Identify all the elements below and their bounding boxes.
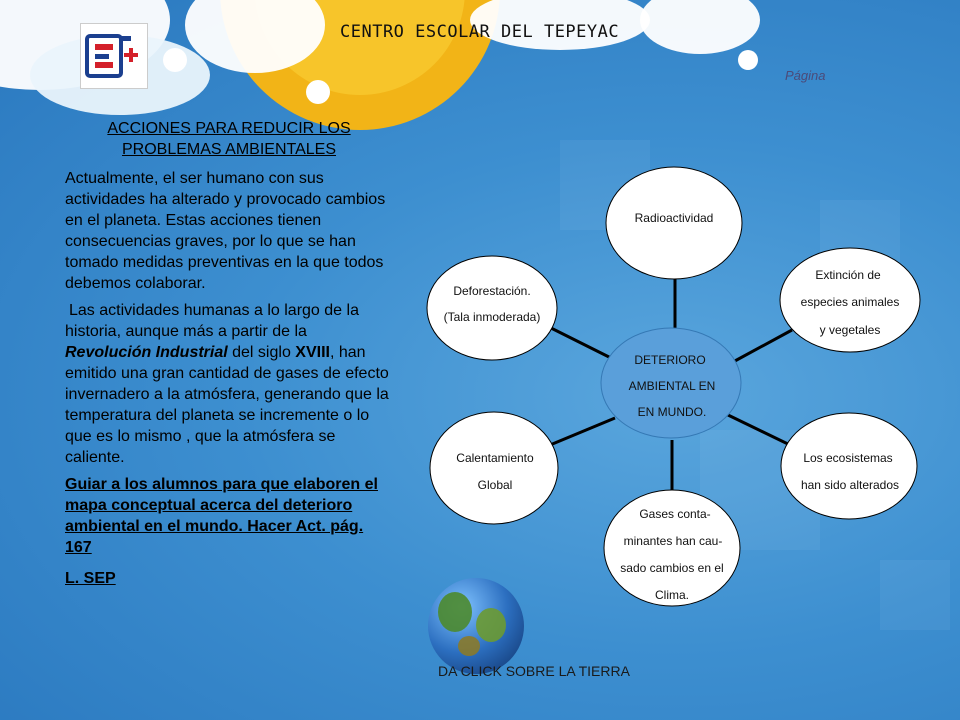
- node-deforestacion: [427, 256, 557, 360]
- task-instruction: Guiar a los alumnos para que elaboren el mapa conceptual acerca del deterioro ambiental en el mundo. Hacer Act. pág. 167: [65, 476, 378, 556]
- connector-left-top: [545, 325, 615, 360]
- node-deforestacion-line-1: Deforestación.: [453, 284, 531, 298]
- school-title: CENTRO ESCOLAR DEL TEPEYAC: [340, 22, 620, 42]
- node-ecosistemas-line-2: han sido alterados: [800, 478, 900, 492]
- connector-right-top: [733, 330, 792, 362]
- node-gases-line-2: minantes han cau-: [623, 534, 723, 548]
- node-radioactividad-line-1: Radioactividad: [634, 211, 714, 225]
- node-center-line-3: EN MUNDO.: [637, 405, 707, 419]
- node-calentamiento-line-2: Global: [477, 478, 513, 492]
- node-gases-line-1: Gases conta-: [639, 507, 711, 521]
- paragraph-1: Actualmente, el ser humano con sus actividades ha alterado y provocado cambios en el planeta. Estas acciones tienen consecuencias graves, por lo que se han tomado medidas preventivas en la que todos debemos colaborar.: [65, 170, 386, 292]
- node-extincion-line-1: Extinción de: [815, 268, 881, 282]
- section-heading: ACCIONES PARA REDUCIR LOS PROBLEMAS AMBIENTALES: [107, 120, 351, 158]
- globe-land: [476, 608, 506, 642]
- globe-caption-link[interactable]: DA CLICK SOBRE LA TIERRA: [438, 663, 630, 679]
- connector-left-bottom: [550, 418, 615, 445]
- node-gases-line-4: Clima.: [654, 588, 690, 602]
- node-ecosistemas-line-1: Los ecosistemas: [803, 451, 893, 465]
- node-ecosistemas: [781, 413, 917, 519]
- revolucion-industrial-term: Revolución Industrial: [65, 344, 228, 361]
- node-center-line-1: DETERIORO: [634, 353, 706, 367]
- paragraph-2-text: Las actividades humanas a lo largo de la historia, aunque más a partir de la: [65, 302, 359, 340]
- node-extincion-line-2: especies animales: [800, 295, 900, 309]
- earth-globe-button[interactable]: [428, 578, 524, 674]
- node-gases-line-3: sado cambios en el: [620, 561, 724, 575]
- paragraph-2-text: , han emitido una gran cantidad de gases de efecto invernadero a la atmósfera, generando que la temperatura del planeta se incremente o lo que es lo mismo , que la atmósfera se caliente.: [65, 344, 389, 466]
- globe-land: [438, 592, 472, 632]
- page-label: Página: [785, 68, 826, 83]
- century-number: XVIII: [295, 344, 330, 361]
- node-center-line-2: AMBIENTAL EN: [628, 379, 716, 393]
- node-calentamiento-line-1: Calentamiento: [456, 451, 534, 465]
- connector-right-bottom: [728, 415, 790, 445]
- node-deforestacion-line-2: (Tala inmoderada): [443, 310, 541, 324]
- source-label: L. SEP: [65, 570, 116, 587]
- globe-land: [458, 636, 480, 656]
- node-extincion-line-3: y vegetales: [819, 323, 881, 337]
- node-calentamiento: [430, 412, 558, 524]
- paragraph-2-text: del siglo: [227, 344, 296, 361]
